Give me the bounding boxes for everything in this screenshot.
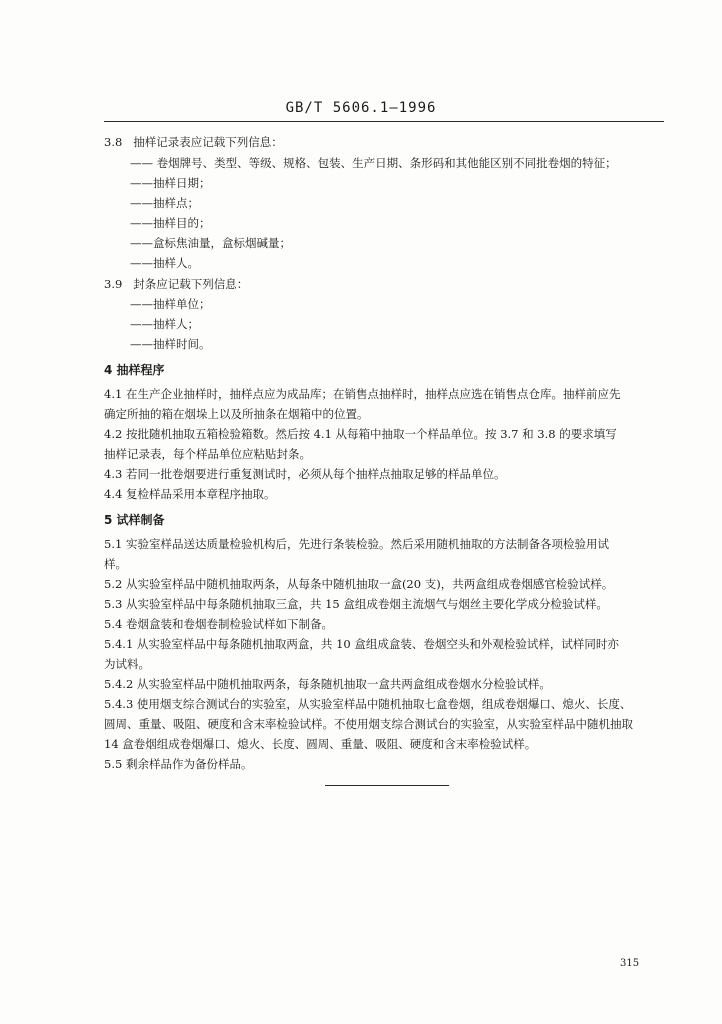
page-number: 315 xyxy=(620,958,640,969)
end-rule xyxy=(325,785,449,786)
section-4-heading: 4 抽样程序 xyxy=(104,363,165,377)
clause-4-1-line: 确定所抽的箱在烟垛上以及所抽条在烟箱中的位置。 xyxy=(104,407,369,421)
clause-5-1-line: 5.1 实验室样品送达质量检验机构后，先进行条装检验。然后采用随机抽取的方法制备各项检验用试 xyxy=(104,537,609,551)
clause-4-3: 4.3 若同一批卷烟要进行重复测试时，必须从每个抽样点抽取足够的样品单位。 xyxy=(104,467,506,481)
clause-5-4-3-line: 5.4.3 使用烟支综合测试台的实验室，从实验室样品中随机抽取七盒卷烟，组成卷烟爆口、熄火、长度、 xyxy=(104,697,632,711)
clause-5-4-1-line: 为试料。 xyxy=(104,657,150,671)
clause-5-4-2: 5.4.2 从实验室样品中随机抽取两条，每条随机抽取一盒共两盒组成卷烟水分检验试样。 xyxy=(104,677,551,691)
list-item: ——盒标焦油量，盒标烟碱量； xyxy=(130,236,291,250)
clause-4-2-line: 4.2 按批随机抽取五箱检验箱数。然后按 4.1 从每箱中抽取一个样品单位。按 3.7 和 3.8 的要求填写 xyxy=(104,427,617,441)
clause-text: 抽样记录表应记载下列信息： xyxy=(133,135,283,149)
clause-4-2-line: 抽样记录表，每个样品单位应粘贴封条。 xyxy=(104,447,311,461)
clause-4-4: 4.4 复检样品采用本章程序抽取。 xyxy=(104,487,276,501)
clause-5-4: 5.4 卷烟盒装和卷烟卷制检验试样如下制备。 xyxy=(104,617,333,631)
clause-5-1-line: 样。 xyxy=(104,557,127,571)
clause-5-4-1-line: 5.4.1 从实验室样品中每条随机抽取两盒，共 10 盒组成盒装、卷烟空头和外观检验试样，试样同时亦 xyxy=(104,637,619,651)
list-item: ——抽样时间。 xyxy=(130,337,211,351)
clause-number: 3.8 xyxy=(104,135,123,149)
clause-3-9-title xyxy=(104,276,248,292)
list-item: ——抽样单位； xyxy=(130,297,211,311)
section-5-heading: 5 试样制备 xyxy=(104,513,165,527)
list-item: ——抽样点； xyxy=(130,196,199,210)
standard-code: GB/T 5606.1—1996 xyxy=(285,100,437,116)
clause-5-3: 5.3 从实验室样品中每条随机抽取三盒，共 15 盒组成卷烟主流烟气与烟丝主要化学成分检验试样。 xyxy=(104,597,608,611)
clause-4-1-line: 4.1 在生产企业抽样时，抽样点应为成品库；在销售点抽样时，抽样点应选在销售点仓库。抽样前应先 xyxy=(104,387,621,401)
clause-text: 封条应记载下列信息： xyxy=(133,277,249,291)
clause-5-4-3-line: 圆周、重量、吸阻、硬度和含末率检验试样。不使用烟支综合测试台的实验室，从实验室样品中随机抽取 xyxy=(104,717,633,731)
header-rule xyxy=(104,121,664,122)
clause-3-8-title xyxy=(104,134,283,150)
list-item: —— 卷烟牌号、类型、等级、规格、包装、生产日期、条形码和其他能区别不同批卷烟的特征； xyxy=(130,156,617,170)
list-item: ——抽样人； xyxy=(130,317,199,331)
clause-5-5: 5.5 剩余样品作为备份样品。 xyxy=(104,757,253,771)
list-item: ——抽样日期； xyxy=(130,176,211,190)
list-item: ——抽样目的； xyxy=(130,216,211,230)
clause-5-2: 5.2 从实验室样品中随机抽取两条，从每条中随机抽取一盒(20 支)，共两盒组成卷烟感官检验试样。 xyxy=(104,577,614,591)
clause-5-4-3-line: 14 盒卷烟组成卷烟爆口、熄火、长度、圆周、重量、吸阻、硬度和含末率检验试样。 xyxy=(104,737,537,751)
list-item: ——抽样人。 xyxy=(130,256,199,270)
clause-number: 3.9 xyxy=(104,277,123,291)
